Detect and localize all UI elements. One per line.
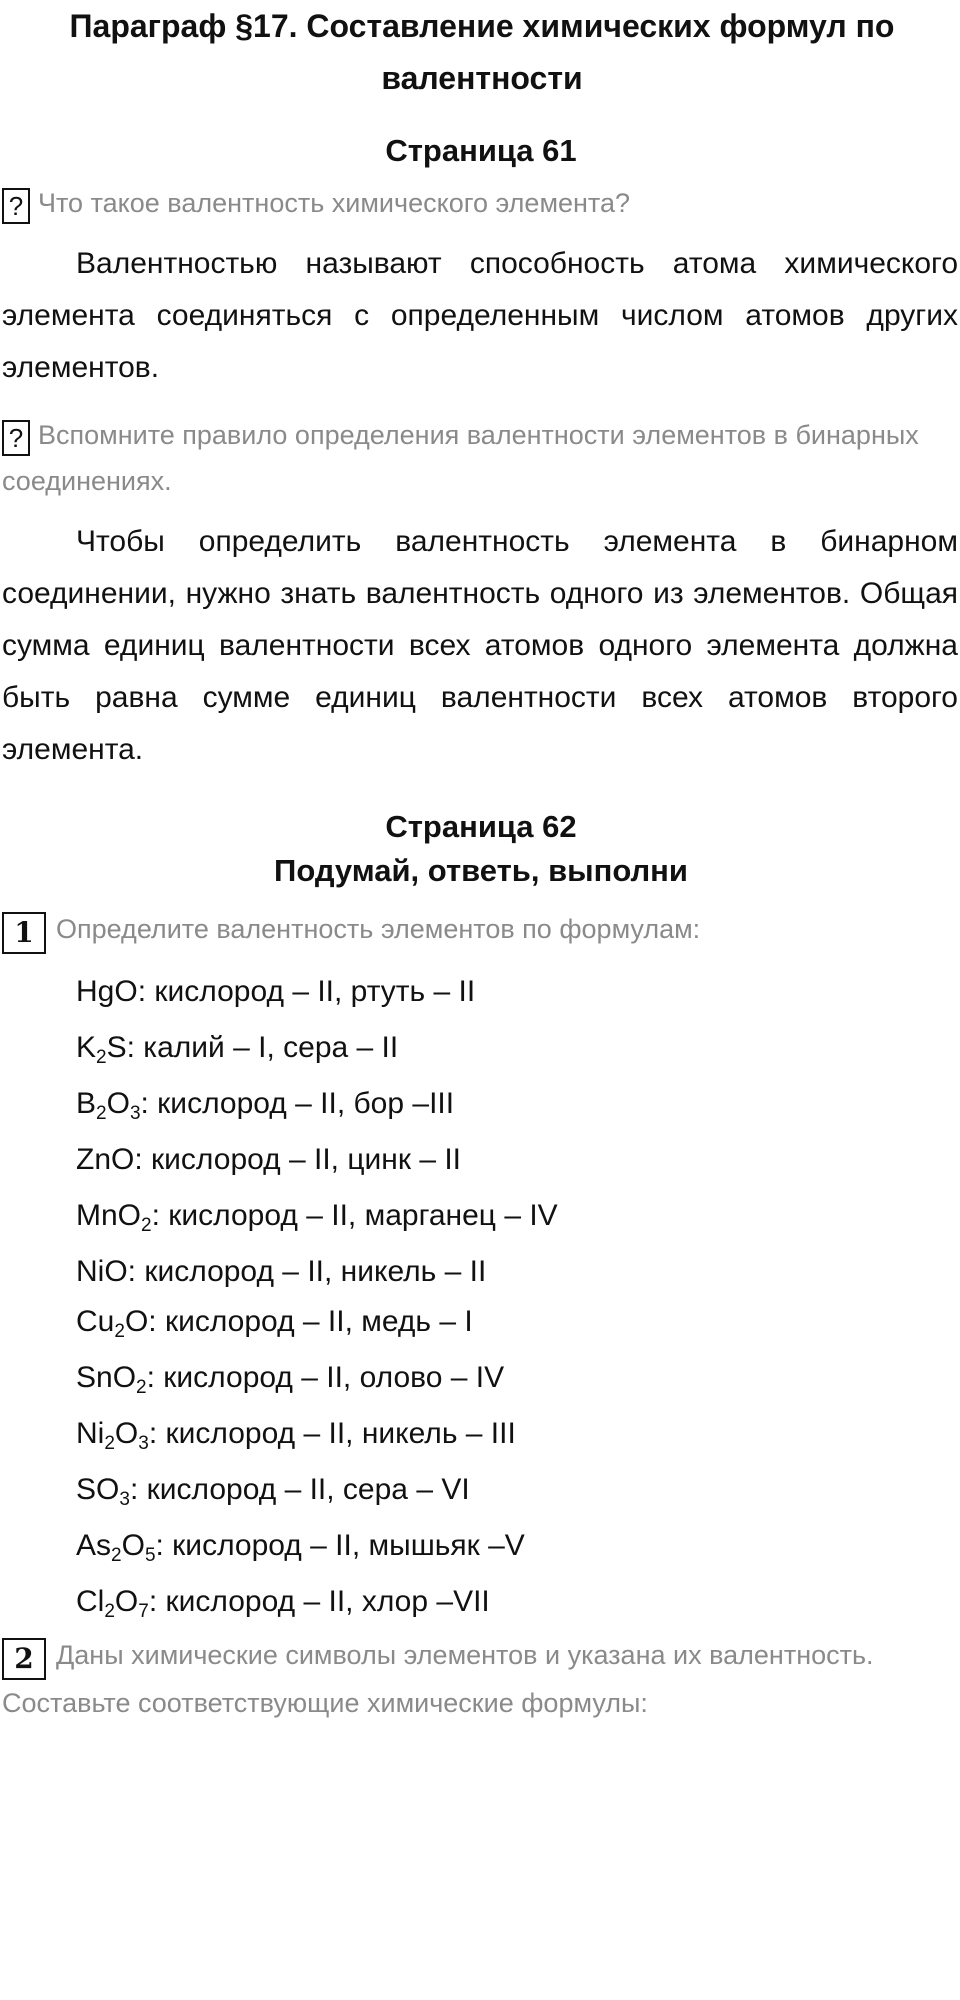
formula-subscript: 2 — [111, 1545, 122, 1566]
formula-symbol: SnO — [76, 1361, 137, 1394]
chemical-formula — [76, 1143, 134, 1176]
chemical-formula — [76, 1529, 156, 1566]
chemical-formula — [76, 1361, 147, 1398]
chemical-formula — [76, 1305, 149, 1342]
formula-symbol: O — [121, 1529, 145, 1562]
page-61-heading: Страница 61 — [385, 133, 577, 168]
task-text: Даны химические символы элементов и указана их валентность. Составьте соответствующие химические формулы: — [2, 1640, 874, 1718]
task-1 — [2, 906, 960, 954]
task-number-badge: 2 — [2, 1638, 46, 1680]
formula-subscript: 2 — [96, 1047, 107, 1068]
formula-item — [2, 1086, 960, 1122]
task-2 — [2, 1632, 960, 1726]
question-mark-icon: ? — [2, 420, 30, 456]
formula-item — [2, 1030, 960, 1066]
valence-answer: : кислород – II, никель – III — [148, 1417, 516, 1450]
formula-subscript: 3 — [119, 1489, 130, 1510]
formula-symbol: ZnO — [76, 1143, 135, 1176]
formula-symbol: NiO — [76, 1255, 128, 1288]
formula-subscript: 2 — [96, 1103, 107, 1124]
page-62-heading: Страница 62 — [385, 809, 577, 844]
formula-symbol: SO — [76, 1473, 120, 1506]
formula-subscript: 3 — [138, 1433, 149, 1454]
valence-answer: : кислород – II, медь – I — [148, 1305, 473, 1338]
valence-answer: : кислород – II, хлор –VII — [148, 1585, 490, 1618]
formula-subscript: 2 — [114, 1321, 125, 1342]
formula-symbol: B — [76, 1087, 97, 1120]
question-valence-definition — [2, 180, 960, 226]
question-text: Что такое валентность химического элемента? — [38, 188, 631, 218]
valence-answer: : кислород – II, ртуть – II — [137, 975, 476, 1008]
valence-answer: : кислород – II, мышьяк –V — [155, 1529, 525, 1562]
question-text: Вспомните правило определения валентности элементов в бинарных соединениях. — [2, 420, 919, 496]
formula-item — [2, 1584, 960, 1620]
formula-item — [2, 1142, 960, 1178]
chemical-formula — [76, 1255, 128, 1288]
formula-item — [2, 1528, 960, 1564]
chemical-formula — [76, 1087, 141, 1124]
formula-answers-list — [2, 974, 960, 1620]
formula-subscript: 3 — [129, 1103, 141, 1124]
title-line-2: валентности — [381, 60, 583, 96]
formula-subscript: 5 — [144, 1545, 156, 1566]
task-text: Определите валентность элементов по формулам: — [56, 914, 701, 944]
exercise-subheading: Подумай, ответь, выполни — [274, 853, 688, 888]
answer-valence-definition: Валентностью называют способность атома химического элемента соединяться с определенным числом атомов других элементов. — [2, 247, 958, 384]
formula-symbol: O — [114, 1585, 139, 1618]
valence-answer: : калий – I, сера – II — [126, 1031, 399, 1064]
question-mark-icon: ? — [2, 188, 30, 224]
chemical-formula — [76, 1199, 152, 1236]
formula-item — [2, 974, 960, 1010]
answer-binary-rule: Чтобы определить валентность элемента в бинарном соединении, нужно знать валентность одного из элементов. Общая сумма единиц валентности всех атомов одного элемента должна быть равна сумме единиц валентности всех атомов второго элемента. — [2, 525, 958, 766]
formula-item — [2, 1472, 960, 1508]
valence-answer: : кислород – II, цинк – II — [134, 1143, 462, 1176]
chemical-formula — [76, 1473, 130, 1510]
formula-symbol: As — [76, 1529, 112, 1562]
valence-answer: : кислород – II, никель – II — [127, 1255, 487, 1288]
formula-item — [2, 1304, 960, 1340]
formula-symbol: HgO — [76, 975, 138, 1008]
formula-subscript: 7 — [138, 1601, 149, 1622]
formula-symbol: S — [106, 1031, 127, 1064]
formula-symbol: Cu — [76, 1305, 115, 1338]
question-binary-rule — [2, 412, 960, 504]
formula-symbol: Ni — [76, 1417, 105, 1450]
formula-subscript: 2 — [104, 1433, 115, 1454]
valence-answer: : кислород – II, бор –III — [140, 1087, 455, 1120]
formula-symbol: O — [124, 1305, 149, 1338]
valence-answer: : кислород – II, сера – VI — [129, 1473, 470, 1506]
formula-symbol: O — [114, 1417, 139, 1450]
formula-subscript: 2 — [104, 1601, 115, 1622]
formula-symbol: MnO — [76, 1199, 142, 1232]
chemical-formula — [76, 975, 138, 1008]
valence-answer: : кислород – II, олово – IV — [146, 1361, 505, 1394]
formula-subscript: 2 — [136, 1377, 147, 1398]
chemical-formula — [76, 1585, 149, 1622]
task-number-badge: 1 — [2, 912, 46, 954]
paragraph-title — [2, 0, 960, 104]
chemical-formula — [76, 1417, 149, 1454]
formula-item — [2, 1198, 960, 1234]
formula-item — [2, 1254, 960, 1290]
formula-subscript: 2 — [141, 1215, 152, 1236]
formula-symbol: K — [76, 1031, 97, 1064]
formula-item — [2, 1360, 960, 1396]
formula-symbol: O — [106, 1087, 130, 1120]
chemical-formula — [76, 1031, 127, 1068]
valence-answer: : кислород – II, марганец – IV — [151, 1199, 558, 1232]
formula-symbol: Cl — [76, 1585, 105, 1618]
title-line-1: Параграф §17. Составление химических формул по — [69, 8, 895, 44]
formula-item — [2, 1416, 960, 1452]
